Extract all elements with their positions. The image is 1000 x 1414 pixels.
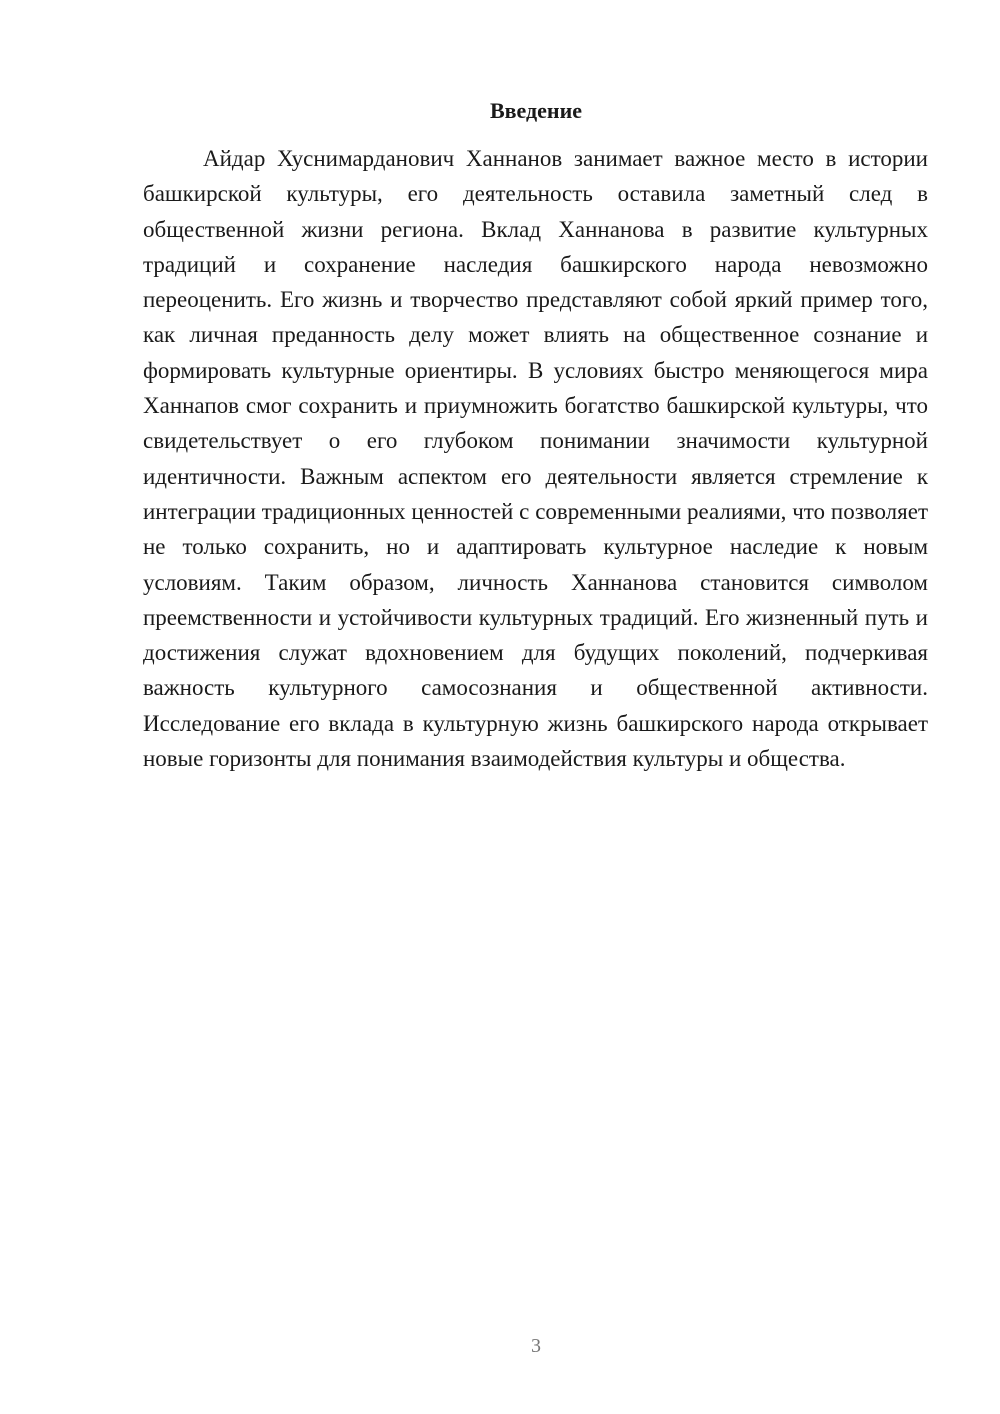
body-paragraph: Айдар Хуснимарданович Ханнанов занимает важное место в истории башкирской культуры, его деятельность оставила заметный след в общественной жизни региона. Вклад Ханнанова в развитие культурных традиций и сохранение наследия башкирского народа невозможно переоценить. Его жизнь и творчество представляют собой яркий пример того, как личная преданность делу может влиять на общественное сознание и формировать культурные ориентиры. В условиях быстро меняющегося мира Ханнапов смог сохранить и приумножить богатство башкирской культуры, что свидетельствует о его глубоком понимании значимости культурной идентичности. Важным аспектом его деятельности является стремление к интеграции традиционных ценностей с современными реалиями, что позволяет не только сохранить, но и адаптировать культурное наследие к новым условиям. Таким образом, личность Ханнанова становится символом преемственности и устойчивости культурных традиций. Его жизненный путь и достижения служат вдохновением для будущих поколений, подчеркивая важность культурного самосознания и общественной активности. Исследование его вклада в культурную жизнь башкирского народа открывает новые горизонты для понимания взаимодействия культуры и общества. xyxy=(143,146,928,772)
section-title: Введение xyxy=(489,98,583,123)
page-number: 3 xyxy=(531,1335,541,1357)
